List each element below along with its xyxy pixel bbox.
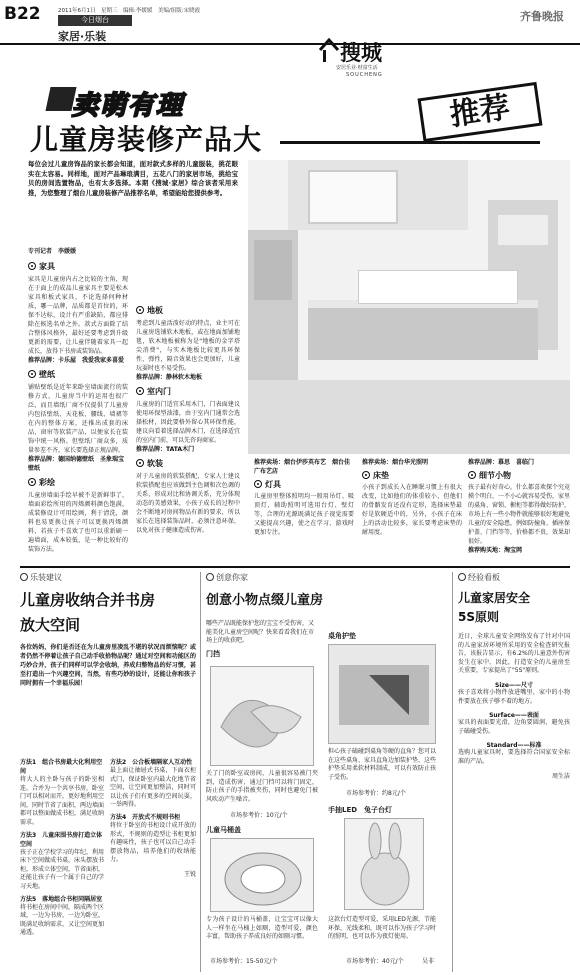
method-body: 孩子正在学校学习的年纪，利用床下空间做成书桌，床头摆放书柜，形成立体空间，节省面积，还能让孩子有一个属于自己的学习天地。 (20, 848, 104, 890)
bullet-icon (468, 471, 476, 479)
article-heading: 细节小物 (468, 471, 570, 481)
corner-guard-photo (328, 644, 436, 744)
article-body: 对于儿童房的软装搭配，专家人士建议软装搭配也应该做到主色调和次色调的关系，形成对比和协调关系，充分体现动态的美感效果，小孩子成长的过程中会不断地对房间物品有新的要求，所以家长在选择装饰品时，必须注意环保，以免对孩子健康造成伤害。 (136, 473, 240, 534)
item-price: 市场参考价：约8元/个 (346, 790, 406, 797)
item-body: 这款台灯造型可爱，采用LED光源，节能环保，光线柔和，既可以作为孩子学习时的照明，也可以作为夜灯使用。 (328, 916, 437, 941)
method-body: 将位于卧室的书柜设计成开放的形式，不规则的造型让书柜更加有趣味性，孩子也可以自己动手摆放物品，培养他们的收纳能力。 (110, 821, 196, 864)
item-price: 市场参考价：40元/个 (346, 958, 404, 965)
section-top: 今日烟台 (58, 15, 132, 26)
principle-body: 选购儿童家具时，要选择符合国家安全标准的产品。 (458, 749, 570, 765)
section-tag: 创意你家 (206, 572, 446, 583)
principle-heading: Surface——表面 (489, 712, 539, 720)
article-heading: 家具 (28, 262, 128, 272)
article-heading: 壁纸 (28, 370, 128, 380)
item-body: 专为孩子设计的马桶盖，让宝宝可以像大人一样坐在马桶上如厕，造型可爱，颜色丰富，帮助孩子养成良好的如厕习惯。 (206, 916, 318, 941)
banner-title: 儿童房装修产品大 (30, 123, 263, 156)
house-roof-icon (318, 38, 340, 62)
article-body: 儿童房墙面手绘早被不是新鲜事了，墙面彩绘所用的丙烯颜料颜色饱满，成装修设计可用绘画，利于清洗，颜料也易更换让孩子可以更换丙烯颜料，若孩子不喜欢了也可以重新刷一遍墙面，成本较低，是一种比较好的装饰方法。 (28, 492, 128, 553)
section-title: 创意小物点缀儿童房 (206, 593, 324, 608)
item-name: 桌角护垫 (328, 632, 356, 640)
top-column-4 (362, 458, 462, 562)
method-body: 将大人的主卧与孩子的卧室相连，合并为一个共享书房，卧室门可以相对而开，更好地利用空间，同时节省了面积，两边墙面都可以整面做成书柜，满足收纳需求。 (20, 776, 104, 826)
article-recommend: 推荐品牌：静林软木地板 (136, 374, 203, 381)
bullet-icon (362, 471, 370, 479)
logo-sub: SOUCHENG (346, 72, 383, 78)
item-price: 市场参考价：15-50元/个 (210, 958, 278, 965)
method-body: 最上面让抽屉式书桌，下面衣柜式门，保证卧室内最大化地节省空间，让空间更加整洁，同时可以让孩子们有更多的空间玩耍，一举两得。 (110, 767, 196, 809)
article-recommend: 推荐购买地：淘宝网 (468, 547, 523, 554)
author: 王锐 (183, 870, 196, 878)
article-heading: 室内门 (136, 387, 240, 397)
byline: 专刊记者 李媛媛 (28, 248, 77, 255)
article-recommend: 推荐品牌：慕思 喜临门 (468, 459, 535, 466)
article-recommend: 推荐卖场：烟台华光照明 (362, 459, 429, 466)
section-body: 近日，全球儿童安全网络发布了针对中国的儿童家居环境所采用的安全检查研究报告，该报告显示，有6.2%的儿童意外伤害发生在家中，因此，打造安全的儿童房至关重要，专家提出了"5S"原则。 (458, 633, 570, 675)
bullet-icon (136, 459, 144, 467)
item-name: 手抽LED 兔子台灯 (328, 806, 393, 814)
bottom-left-section (20, 572, 196, 972)
article-recommend: 推荐品牌：德国纳德壁纸 圣象瑞宝壁纸 (28, 456, 125, 472)
bullet-icon (136, 306, 144, 314)
bullet-icon (136, 387, 144, 395)
article-heading: 床垫 (362, 471, 462, 481)
bullet-icon (28, 478, 36, 486)
section-title-line1: 儿童家居安全 (458, 591, 531, 605)
article-body: 铺贴壁纸是近年来卧室墙面流行的装修方式，儿童房当中的运用也很广泛，而且墙纸厂商不仅提供了儿童房内包括壁纸、天花板、腰线、墙裙等在内的整体方案，还推出成套的床品、窗帘等软装产品，以便家长在装饰中统一风格。但壁纸厂商众多，质量参差不齐，家长要选择正规品牌。 (28, 384, 128, 454)
section-title-line2: 5S原则 (458, 610, 499, 624)
masthead (0, 0, 580, 44)
principle-heading: Standard——标准 (486, 742, 542, 750)
circle-icon (458, 573, 466, 581)
article-heading: 彩绘 (28, 478, 128, 488)
method-heading: 方法5 落地组合书柜同隔居室 (20, 895, 103, 903)
article-heading: 灯具 (254, 480, 354, 490)
article-body: 儿童房的门适宜采用木门，门表面建议使用环保型油漆，由于室内门通常会选择松材，因此要格外留心其环保性能，建议向看着选择品牌木门，在选择适宜的室内门前，可以先咨询商家。 (136, 401, 240, 444)
stamp-text: 推荐 (447, 89, 513, 134)
methods-left (20, 758, 104, 972)
page-number: B22 (4, 4, 41, 24)
banner-kicker: 卖萌有理 (72, 91, 185, 121)
method-heading: 方法4 开放式不规则书柜 (110, 813, 181, 821)
bullet-icon (28, 262, 36, 270)
logo-main: 搜城 (340, 41, 382, 65)
article-body: 考虑到儿童活泼好动的特点，业主可在儿童房选铺软木地板，或在地面加铺地毯，软木地板被称为是"地板的金字塔尖消费"，与实木地板比较更具环保性、弹性，隔音效果也会更加好，儿童玩耍时也不易受伤。 (136, 320, 240, 372)
top-column-1 (28, 262, 128, 612)
item-price: 市场参考价：10元/个 (230, 812, 288, 819)
article-heading: 地板 (136, 306, 240, 316)
item-body: 关了门的卧室或房间，儿童很容易被门夹到，造成伤害，通过门挡可以将门固定，防止孩子的手指被夹伤，同时也避免门被风吹动产生噪音。 (206, 770, 318, 803)
bullet-icon (28, 370, 36, 378)
methods-right (110, 758, 196, 972)
top-column-3 (254, 458, 354, 562)
article-body: 家具是儿童房内占之比较的主角，现在于面上的成品儿童家具主要是松木家具和板式家具，不论选择何种材质，哪一品牌，品质都是首位的，环保不达标，设计有严重缺陷，都应排除在候选名单之外。款式方面除了结合整体风格外，最好还要考虑到升级更新的需要，让儿童伴随着家具一起成长，放得下书房或装饰品。 (28, 276, 128, 355)
issue-date: 2011年6月1日 星期三 编辑:李媛媛 美编/组版:宋晓霞 (58, 8, 201, 14)
method-body: 将书柜在房间中间，隔成两个区域，一边为书房，一边为卧室，既满足收纳需求，又让空间更加通透。 (20, 903, 104, 937)
item-name: 儿童马桶盖 (206, 826, 241, 834)
principle-heading: Size——尺寸 (495, 681, 533, 689)
method-heading: 方法2 公合板墙隔家人互动性 (110, 759, 193, 766)
bottom-right-section (458, 572, 570, 972)
principle-body: 家具的表面要光滑，边角要圆润，避免孩子磕碰受伤。 (458, 719, 570, 735)
article-heading: 软装 (136, 459, 240, 469)
article-body: 儿童房里整体照明均一般用吊灯、吸顶灯，辅助照明可选用台灯、壁灯等，合理的光源既满足孩子视觉需要又能提高兴趣，使之在学习、游戏时更加专注。 (254, 493, 354, 536)
author: 周生洁 (551, 772, 570, 780)
top-column-5 (468, 458, 570, 562)
item-name: 门挡 (206, 650, 220, 658)
method-heading: 方法3 儿童床围书房打造立体空间 (20, 831, 103, 848)
item-body: 担心孩子磕碰到桌角等硬的直角？您可以在这些桌角、家具直角边加装护垫，这些护垫采用柔软材料制成，可以有效防止孩子受伤。 (328, 748, 437, 781)
door-stopper-photo (210, 666, 314, 766)
brand-name: 齐鲁晚报 (520, 10, 564, 23)
top-column-2 (136, 262, 240, 562)
toilet-seat-photo (210, 838, 314, 912)
banner (0, 84, 580, 154)
author: 吴非 (422, 958, 435, 965)
article-body: 小孩子到成长入在睡眠习惯上有很大改变，比如他们的体重较小，但他们的骨骼发育还没有定形，选择床垫最好是软硬适中的，另外，小孩子在床上的活动比较多，家长要考虑床垫的耐用度。 (362, 484, 462, 536)
article-recommend: 推荐品牌：TATA木门 (136, 446, 195, 453)
section-title-line1: 儿童房收纳合并书房 (20, 591, 156, 609)
section-tag: 乐装建议 (20, 572, 196, 583)
section-name: 家居·乐装 (58, 30, 107, 43)
rabbit-lamp-photo (344, 818, 424, 910)
section-lead: 各位妈妈，你们是否还在为儿童房里凌乱不堪的状况而烦恼呢？或者仍然不停着让孩子自己动手收拾物品呢？通过对空间和功能区的巧妙合并，孩子们同样可以学会收纳，养成归整物品的好习惯，甚至打造出一个兴趣空间，当然，有些巧妙的设计，还能让你和孩子同时拥有一个幸福乐园！ (20, 644, 196, 687)
logo-tagline: 安居乐业·财富生活 (336, 65, 378, 71)
section-title-line2: 放大空间 (20, 616, 81, 634)
method-heading: 方法1 组合书房最大化利用空间 (20, 759, 103, 775)
soucheng-logo (318, 38, 398, 86)
kids-bedroom-photo (248, 160, 570, 454)
article-recommend: 推荐品牌：卡乐屋 我爱我家多喜爱 (28, 357, 125, 364)
principle-body: 孩子喜欢将小物件放进嘴里，家中的小物件要放在孩子够不着的地方。 (458, 688, 570, 705)
section-tag: 经验看板 (458, 572, 570, 583)
article-recommend: 推荐卖场：烟台伊莎英布艺 烟台佳广布艺店 (254, 459, 351, 475)
circle-icon (206, 573, 214, 581)
section-intro: 哪些产品既能保护您的宝宝不受伤害，又能美化儿童房空间呢？快来看看我们在市场上的收获吧。 (206, 620, 315, 645)
bottom-middle-section (206, 572, 446, 972)
circle-icon (20, 573, 28, 581)
bullet-icon (254, 480, 262, 488)
intro-paragraph: 每位会过儿童房饰品的家长都会知道，面对款式多样的儿童服装，挑花眼实在太容易。同样地，面对产品琳琅满目，五花八门的家居市场，挑给宝贝的房间选置物品，也有太多选择。本期《搜城·家居》综合该者采用来推，为您整理了烟台儿童房装修产品推荐名单，希望能给您提供参考。 (28, 160, 238, 197)
article-body: 孩子最有好奇心，什么都喜欢探个究竟摸个明白，一不小心就容易受伤，家里的桌角、窗锁、橱柜等都得做好防护，市场上有一些小物件就能够很好地避免儿童的安全隐患，例如防撞角、插座保护盖、门挡等等，价格都不贵，效果却很好。 (468, 484, 570, 545)
